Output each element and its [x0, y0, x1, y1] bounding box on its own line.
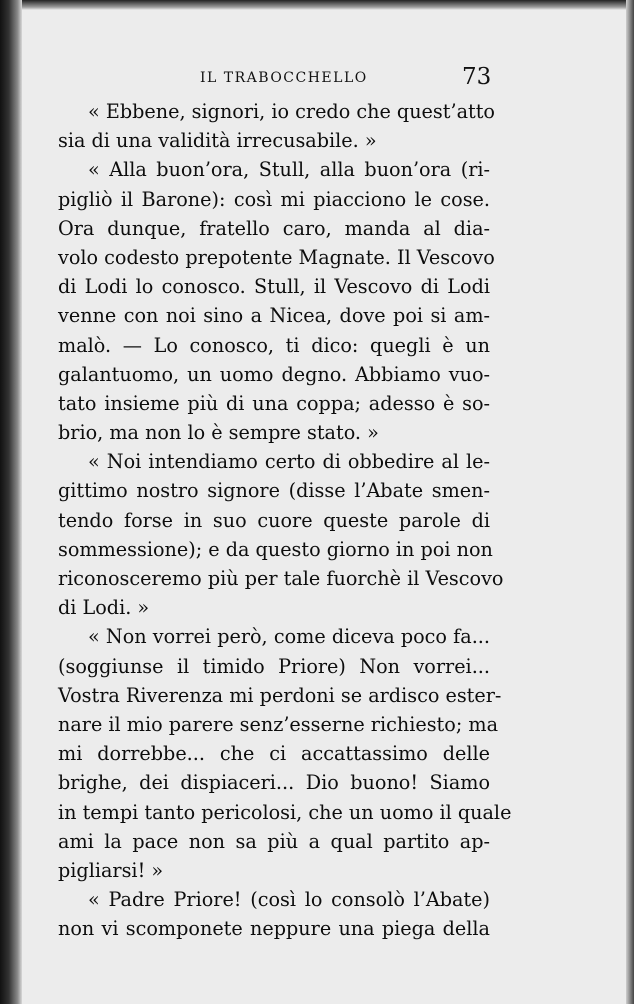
text-line: mi dorrebbe... che ci accattassimo delle — [58, 742, 490, 766]
page-number: 73 — [462, 64, 492, 90]
text-line: tato insieme più di una coppa; adesso è so- — [58, 391, 490, 415]
text-line: di Lodi. » — [58, 596, 150, 620]
text-line: « Alla buon’ora, Stull, alla buon’ora (ri- — [88, 158, 490, 182]
text-line: brighe, dei dispiaceri... Dio buono! Siamo — [58, 771, 490, 795]
page-right-edge — [626, 0, 634, 1004]
text-line: « Padre Priore! (così lo consolò l’Abate) — [88, 888, 490, 912]
text-line: tendo forse in suo cuore queste parole di — [58, 508, 490, 532]
text-line: galantuomo, un uomo degno. Abbiamo vuo- — [58, 362, 490, 386]
text-line: malò. — Lo conosco, ti dico: quegli è un — [58, 333, 490, 357]
text-line: sommessione); e da questo giorno in poi non — [58, 537, 493, 561]
text-line: gittimo nostro signore (disse l’Abate smen- — [58, 479, 490, 503]
text-line: in tempi tanto pericolosi, che un uomo il quale — [58, 800, 512, 824]
text-line: « Non vorrei però, come diceva poco fa... — [88, 625, 490, 649]
text-line: (soggiunse il timido Priore) Non vorrei... — [58, 654, 490, 678]
text-line: « Noi intendiamo certo di obbedire al le- — [88, 450, 490, 474]
text-line: di Lodi lo conosco. Stull, il Vescovo di Lodi — [58, 275, 490, 299]
text-line: nare il mio parere senz’esserne richiesto; ma — [58, 712, 499, 736]
text-line: volo codesto prepotente Magnate. Il Vescovo — [58, 245, 495, 269]
text-line: pigliarsi! » — [58, 858, 164, 882]
running-header: IL TRABOCCHELLO — [200, 70, 368, 86]
text-line: non vi scomponete neppure una piega della — [58, 917, 490, 941]
text-line: Ora dunque, fratello caro, manda al dia- — [58, 216, 490, 240]
text-line: Vostra Riverenza mi perdoni se ardisco ester- — [58, 683, 502, 707]
text-line: « Ebbene, signori, io credo che quest’atto — [88, 100, 495, 123]
text-line: riconosceremo più per tale fuorchè il Vescovo — [58, 567, 504, 590]
page-top-edge — [0, 0, 634, 10]
text-line: brio, ma non lo è sempre stato. » — [58, 421, 379, 445]
book-spine-shadow — [0, 0, 22, 1004]
text-line: pigliò il Barone): così mi piacciono le cose. — [58, 187, 490, 211]
text-line: ami la pace non sa più a qual partito ap- — [58, 829, 490, 853]
text-line: venne con noi sino a Nicea, dove poi si am- — [58, 304, 490, 328]
text-line: sia di una validità irrecusabile. » — [58, 129, 377, 153]
body-text — [58, 97, 512, 943]
